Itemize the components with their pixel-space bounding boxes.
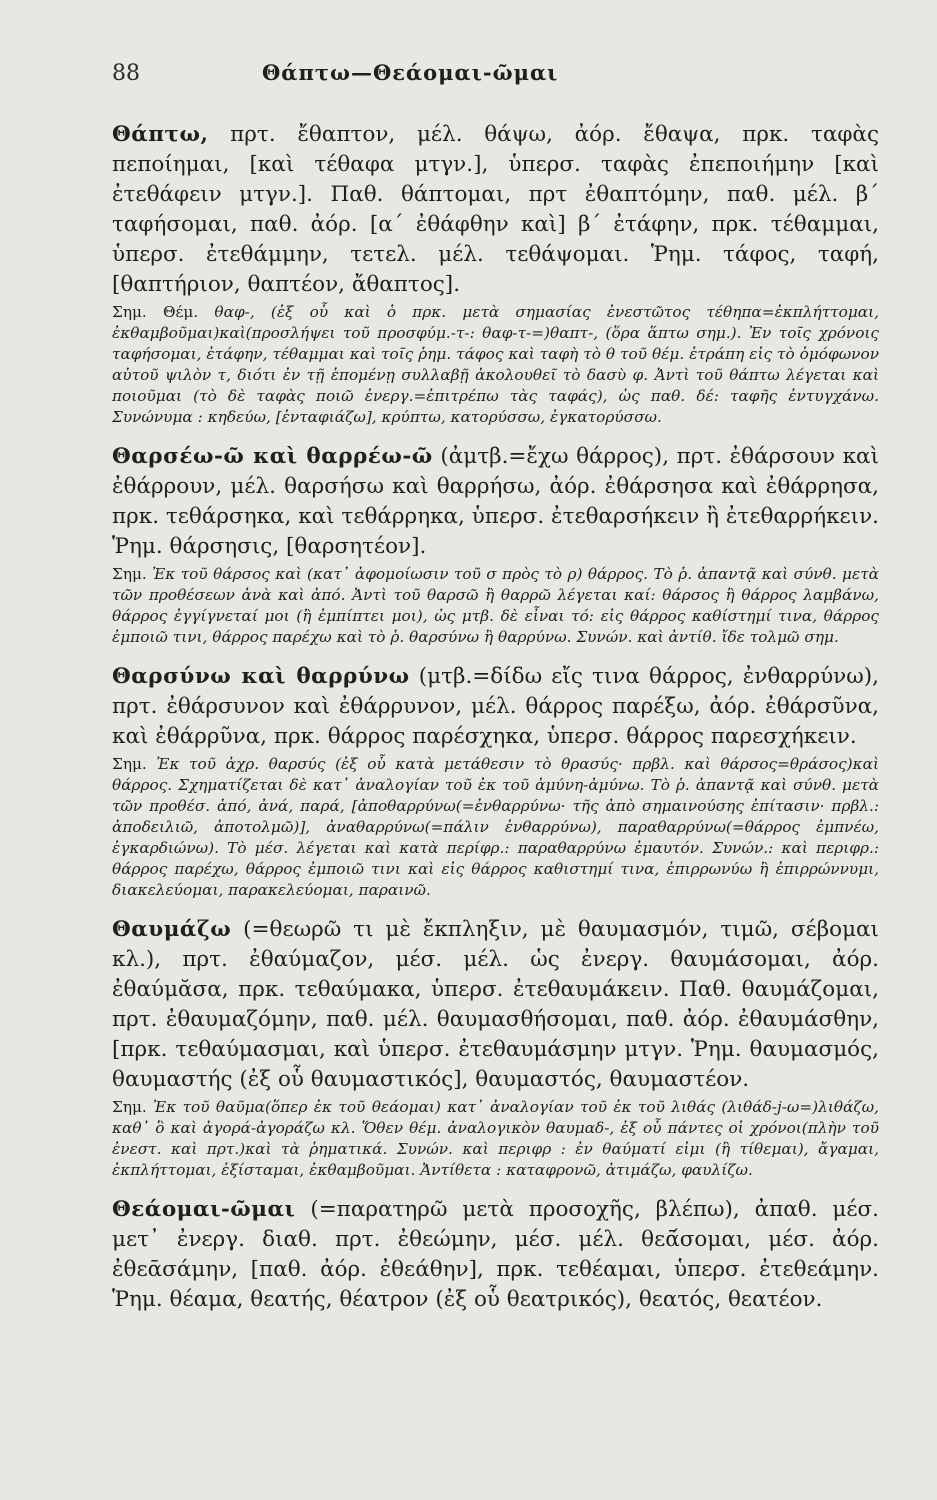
note-text: θαφ-, (ἐξ οὗ καὶ ὁ πρκ. μετὰ σημασίας ἐνεστῶτος τέθηπα=ἐκπλήττομαι, ἐκθαμβοῦμαι)καὶ(προσλήψει τοῦ προσφύμ.-τ-: θαφ-τ-=)θαπτ-, (ὅρα ἅπτω σημ.). Ἐν τοῖς χρόνοις ταφήσομαι, ἐτάφην, τέθαμμαι καὶ τοῖς ῥημ. τάφος καὶ ταφὴ τὸ θ τοῦ θέμ. ἐτράπη εἰς τὸ ὁμόφωνον αὐτοῦ ψιλὸν τ, διότι ἐν τῇ ἑπομένῃ συλλαβῇ ἀκολουθεῖ τὸ δασὺ φ. Ἀντὶ τοῦ θάπτω λέγεται καὶ ποιοῦμαι (τὸ δὲ ταφὰς ποιῶ ἐνεργ.=ἐπιτρέπω τὰς ταφάς), ὡς παθ. δέ: ταφῆς ἐντυγχάνω. Συνώνυμα : κηδεύω, [ἐνταφιάζω], κρύπτω, κατορύσσω, ἐγκατορύσσω. <box>112 303 879 426</box>
lemma: Θεάομαι-ῶμαι <box>112 1197 296 1222</box>
lemma: Θαρσύνω καὶ θαρρύνω <box>112 664 410 689</box>
entry-body-text: πρτ. ἔθαπτον, μέλ. θάψω, ἀόρ. ἔθαψα, πρκ. ταφὰς πεποίημαι, [καὶ τέθαφα μτγν.], ὑπερσ. ταφὰς ἐπεποιήμην [καὶ ἐτεθάφειν μτγν.]. Παθ. θάπτομαι, πρτ ἐθαπτόμην, παθ. μέλ. β΄ ταφήσομαι, παθ. ἀόρ. [α΄ ἐθάφθην καὶ] β΄ ἐτάφην, πρκ. τέθαμμαι, ὑπερσ. ἐτεθάμμην, τετελ. μέλ. τεθάψομαι. Ῥημ. τάφος, ταφή, [θαπτήριον, θαπτέον, ἄθαπτος]. <box>112 122 879 297</box>
entry-note <box>112 754 879 901</box>
page-number: 88 <box>112 61 140 86</box>
entries <box>112 120 879 1315</box>
entry-text <box>112 662 879 752</box>
entry-body-text: (=παρατηρῶ μετὰ προσοχῆς, βλέπω), ἀπαθ. μέσ. μετ᾽ ἐνεργ. διαθ. πρτ. ἐθεώμην, μέσ. μέλ. θεᾱ́σομαι, μέσ. ἀόρ. ἐθεᾱσάμην, [παθ. ἀόρ. ἐθεάθην], πρκ. τεθέαμαι, ὑπερσ. ἐτεθεάμην. Ῥημ. θέαμα, θεατής, θέατρον (ἐξ οὗ θεατρικός), θεατός, θεατέον. <box>112 1197 879 1312</box>
entry-text <box>112 1195 879 1315</box>
note-label: Σημ. <box>112 1098 147 1116</box>
entry-body-text: (μτβ.=δίδω εἴς τινα θάρρος, ἐνθαρρύνω), πρτ. ἐθάρσυνον καὶ ἐθάρρυνον, μέλ. θάρρος παρέξω, ἀόρ. ἐθάρσῦνα, καὶ ἐθάρρῦνα, πρκ. θάρρος παρέσχηκα, ὑπερσ. θάρρος παρεσχήκειν. <box>112 664 879 749</box>
entry-body-text: (=θεωρῶ τι μὲ ἔκπληξιν, μὲ θαυμασμόν, τιμῶ, σέβομαι κλ.), πρτ. ἐθαύμαζον, μέσ. μέλ. ὡς ἐνεργ. θαυμάσομαι, ἀόρ. ἐθαύμᾰσα, πρκ. τεθαύμακα, ὑπερσ. ἐτεθαυμάκειν. Παθ. θαυμάζομαι, πρτ. ἐθαυμαζόμην, παθ. μέλ. θαυμασθήσομαι, παθ. ἀόρ. ἐθαυμάσθην, [πρκ. τεθαύμασμαι, καὶ ὑπερσ. ἐτεθαυμάσμην μτγν. Ῥημ. θαυμασμός, θαυμαστής (ἐξ οὗ θαυμαστικός], θαυμαστός, θαυμαστέον. <box>112 917 879 1092</box>
note-text: Ἐκ τοῦ θάρσος καὶ (κατ᾽ ἀφομοίωσιν τοῦ σ πρὸς τὸ ρ) θάρρος. Τὸ ῥ. ἀπαντᾷ καὶ σύνθ. μετὰ τῶν προθέσεων ἀνὰ καὶ ἀπό. Ἀντὶ τοῦ θαρσῶ ἢ θαρρῶ λέγεται καί: θάρσος ἢ θάρρος λαμβάνω, θάρρος ἐγγίγνεταί μοι (ἢ ἐμπίπτει μοι), ὡς μτβ. δὲ εἶναι τό: εἰς θάρρος καθίστημί τινα, θάρρος ἐμποιῶ τινι, θάρρος παρέχω καὶ τὸ ῥ. θαρσύνω ἢ θαρρύνω. Συνών. καὶ ἀντίθ. ἴδε τολμῶ σημ. <box>112 565 879 646</box>
page-header <box>112 60 879 98</box>
note-label: Σημ. Θέμ. <box>112 303 199 321</box>
lemma: Θαρσέω-ῶ καὶ θαρρέω-ῶ <box>112 444 433 469</box>
entry-text <box>112 915 879 1095</box>
entry-thaumazo <box>112 915 879 1181</box>
note-label: Σημ. <box>112 755 147 773</box>
entry-note <box>112 302 879 428</box>
note-text: Ἐκ τοῦ ἀχρ. θαρσύς (ἐξ οὗ κατὰ μετάθεσιν τὸ θρασύς· πρβλ. καὶ θάρσος=θράσος)καὶ θάρρος. Σχηματίζεται δὲ κατ᾽ ἀναλογίαν τοῦ ἐκ τοῦ ἀμύνη-ἀμύνω. Τὸ ῥ. ἀπαντᾷ καὶ σύνθ. μετὰ τῶν προθέσ. ἀπό, ἀνά, παρά, [ἀποθαρρύνω(=ἐνθαρρύνω· τῆς ἀπὸ σημαινούσης ἐπίτασιν· πρβλ.: ἀποδειλιῶ, ἀποτολμῶ)], ἀναθαρρύνω(=πάλιν ἐνθαρρύνω), παραθαρρύνω(=θάρρος ἐμπνέω, ἐγκαρδιώνω). Τὸ μέσ. λέγεται καὶ κατὰ περίφρ.: παραθαρρύνω ἐμαυτόν. Συνών.: καὶ περιφρ.: θάρρος παρέχω, θάρρος ἐμποιῶ τινι καὶ εἰς θάρρος καθιστημί τινα, ἐπιρρωνύω ἢ ἐπιρρώννυμι, διακελεύομαι, παρακελεύομαι, παραινῶ. <box>112 755 879 899</box>
running-head: Θάπτω—Θεάομαι-ῶμαι <box>262 60 559 85</box>
entry-tharsyno <box>112 662 879 901</box>
lemma: Θαυμάζω <box>112 917 232 942</box>
entry-body-text: (ἀμτβ.=ἔχω θάρρος), πρτ. ἐθάρσουν καὶ ἐθάρρουν, μέλ. θαρσήσω καὶ θαρρήσω, ἀόρ. ἐθάρσησα καὶ ἐθάρρησα, πρκ. τεθάρσηκα, καὶ τεθάρρηκα, ὑπερσ. ἐτεθαρσήκειν ἢ ἐτεθαρρήκειν. Ῥημ. θάρσησις, [θαρσητέον]. <box>112 444 880 559</box>
note-text: Ἐκ τοῦ θαῦμα(ὅπερ ἐκ τοῦ θεάομαι) κατ᾽ ἀναλογίαν τοῦ ἐκ τοῦ λιθάς (λιθάδ-j-ω=)λιθάζω, καθ᾽ ὃ καὶ ἀγορά-ἀγοράζω κλ. Ὅθεν θέμ. ἀναλογικὸν θαυμαδ-, ἐξ οὗ πάντες οἱ χρόνοι(πλὴν τοῦ ἐνεστ. καὶ πρτ.)καὶ τὰ ῥηματικά. Συνών. καὶ περιφρ : ἐν θαύματί εἰμι (ἢ τίθεμαι), ἄγαμαι, ἐκπλήττομαι, ἐξίσταμαι, ἐκθαμβοῦμαι. Ἀντίθετα : καταφρονῶ, ἀτιμάζω, φαυλίζω. <box>112 1098 879 1179</box>
entry-note <box>112 1097 879 1181</box>
note-label: Σημ. <box>112 565 147 583</box>
entry-text <box>112 120 879 300</box>
entry-theaomai <box>112 1195 879 1315</box>
entry-tharseo <box>112 442 879 648</box>
lemma: Θάπτω, <box>112 122 209 147</box>
entry-text <box>112 442 879 562</box>
entry-note <box>112 564 879 648</box>
entry-thapto <box>112 120 879 428</box>
